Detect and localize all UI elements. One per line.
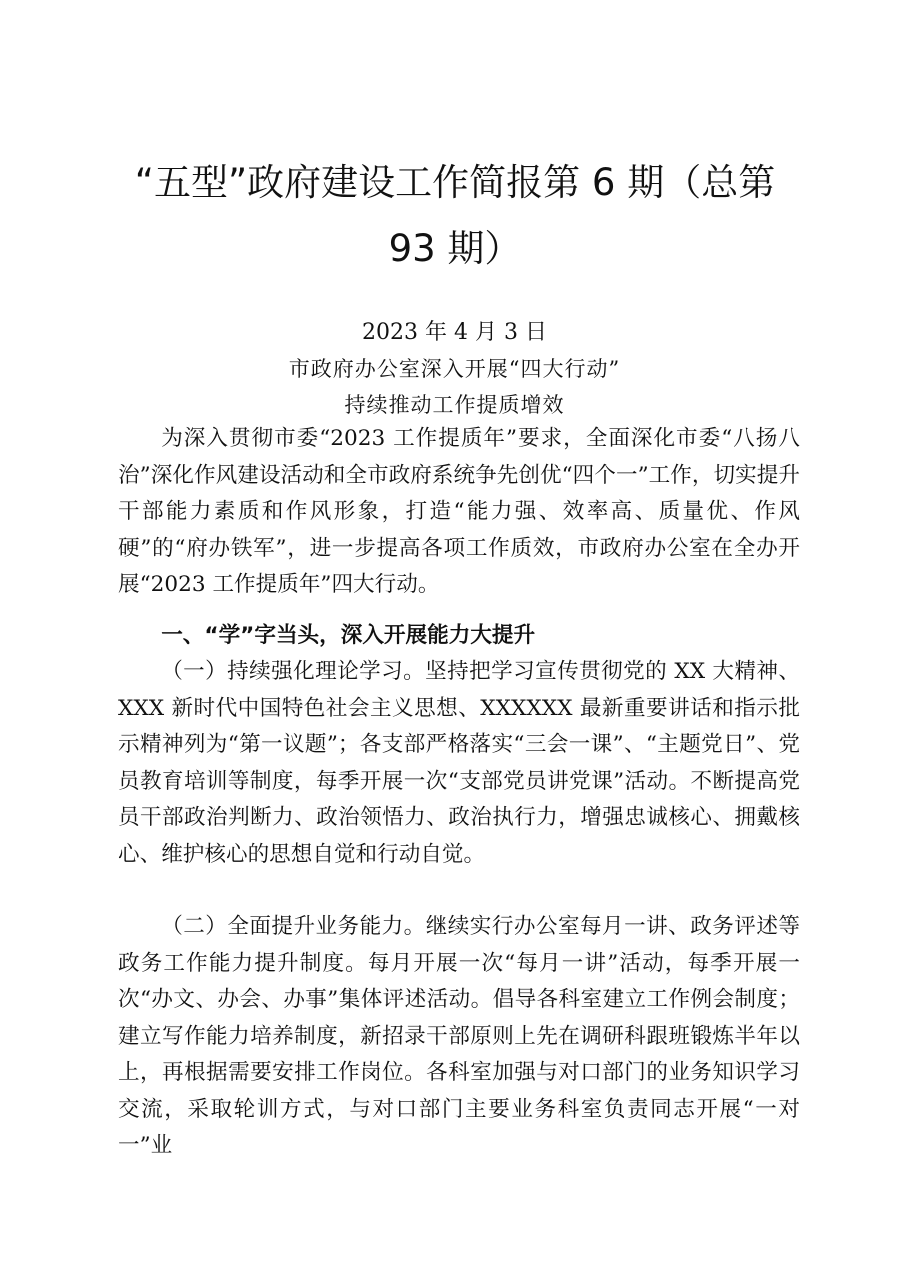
section-heading-1: 一、“学”字当头，深入开展能力大提升 [161,623,536,648]
article-subtitle-line-1: 市政府办公室深入开展“四大行动” [288,357,621,381]
document-date: 2023 年 4 月 3 日 [362,320,547,345]
document-title: “五型”政府建设工作简报第 6 期（总第 93 期） [134,161,776,270]
article-subtitle-line-2: 持续推动工作提质增效 [344,393,565,417]
intro-paragraph: 为深入贯彻市委“2023 工作提质年”要求，全面深化市委“八扬八治”深化作风建设活动和全市政府系统争先创优“四个一”工作，切实提升干部能力素质和作风形象，打造“能力强、效率高、质量优、作风硬”的“府办铁军”，进一步提高各项工作质效，市政府办公室在全办开展“2023 工作提质年”四大行动。 [118,426,800,597]
section-1-paragraph-1: （一）持续强化理论学习。坚持把学习宣传贯彻党的 XX 大精神、XXX 新时代中国特色社会主义思想、XXXXXX 最新重要讲话和指示批示精神列为“第一议题”；各支部严格落实“三会一课”、“主题党日”、党员教育培训等制度，每季开展一次“支部党员讲党课”活动。不断提高党员干部政治判断力、政治领悟力、政治执行力，增强忠诚核心、拥戴核心、维护核心的思想自觉和行动自觉。 [118,659,800,867]
section-1-paragraph-2: （二）全面提升业务能力。继续实行办公室每月一讲、政务评述等政务工作能力提升制度。每月开展一次“每月一讲”活动，每季开展一次“办文、办会、办事”集体评述活动。倡导各科室建立工作例会制度；建立写作能力培养制度，新招录干部原则上先在调研科跟班锻炼半年以上，再根据需要安排工作岗位。各科室加强与对口部门的业务知识学习交流，采取轮训方式，与对口部门主要业务科室负责同志开展“一对一”业 [118,914,800,1158]
